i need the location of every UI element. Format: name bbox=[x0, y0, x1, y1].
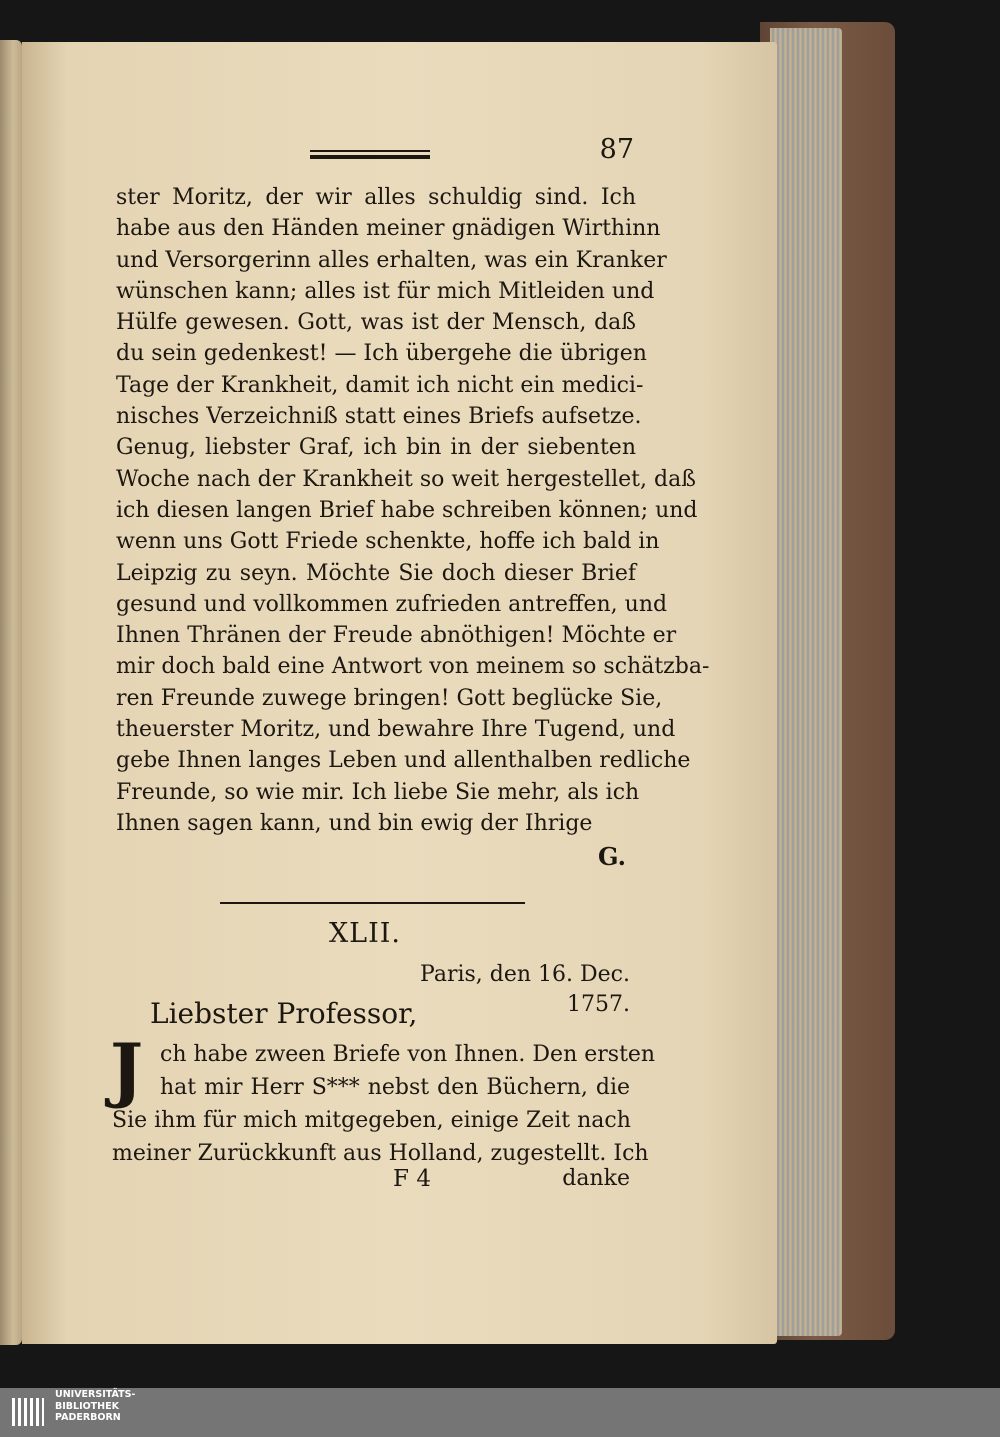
body-text bbox=[116, 182, 710, 839]
text-line: Sie ihm für mich mitgegeben, einige Zeit nach bbox=[112, 1108, 631, 1133]
library-footer bbox=[0, 1388, 1000, 1437]
library-name-line: UNIVERSITÄTS- bbox=[55, 1389, 136, 1400]
text-line: ster Moritz, der wir alles schuldig sind. Ich bbox=[116, 185, 636, 210]
page-number: 87 bbox=[599, 134, 634, 165]
text-line: Hülfe gewesen. Gott, was ist der Mensch, daß bbox=[116, 310, 636, 336]
text-line: habe aus den Händen meiner gnädigen Wirthinn bbox=[116, 216, 661, 242]
text-line: ren Freunde zuwege bringen! Gott beglücke Sie, bbox=[116, 685, 663, 711]
text-line: ich diesen langen Brief habe schreiben können; und bbox=[116, 497, 698, 523]
text-line: Woche nach der Krankheit so weit hergestellet, daß bbox=[116, 466, 696, 492]
text-line: und Versorgerinn alles erhalten, was ein Kranker bbox=[116, 247, 667, 273]
text-line: theuerster Moritz, und bewahre Ihre Tugend, und bbox=[116, 717, 676, 743]
left-page-edge bbox=[0, 40, 22, 1345]
letter-signature: G. bbox=[598, 842, 626, 871]
dateline: Paris, den 16. Dec. 1757. bbox=[420, 962, 630, 1017]
text-line: Leipzig zu seyn. Möchte Sie doch dieser Brief bbox=[116, 560, 636, 586]
text-line: hat mir Herr S*** nebst den Büchern, die bbox=[160, 1075, 630, 1100]
text-line: meiner Zurückkunft aus Holland, zugestellt. Ich bbox=[112, 1141, 649, 1166]
section-rule bbox=[220, 902, 525, 904]
text-line: Ihnen Thränen der Freude abnöthigen! Möchte er bbox=[116, 623, 677, 649]
text-line: Genug, liebster Graf, ich bin in der siebenten bbox=[116, 435, 636, 461]
section-number: XLII. bbox=[328, 918, 402, 949]
text-line: Ihnen sagen kann, und bin ewig der Ihrige bbox=[116, 810, 593, 836]
header-rule bbox=[310, 150, 430, 159]
text-line: nisches Verzeichniß statt eines Briefs aufsetze. bbox=[116, 404, 642, 430]
text-line: gebe Ihnen langes Leben und allenthalben redliche bbox=[116, 748, 691, 774]
library-name-line: BIBLIOTHEK bbox=[55, 1400, 119, 1412]
page-edges bbox=[770, 28, 842, 1336]
text-line: ch habe zween Briefe von Ihnen. Den ersten bbox=[160, 1042, 656, 1067]
letter-text bbox=[112, 1038, 656, 1170]
library-name bbox=[55, 1389, 255, 1424]
catchword: danke bbox=[562, 1166, 630, 1191]
drop-cap: J bbox=[110, 1028, 144, 1111]
text-line: wenn uns Gott Friede schenkte, hoffe ich bald in bbox=[116, 529, 660, 555]
text-line: wünschen kann; alles ist für mich Mitleiden und bbox=[116, 278, 655, 304]
text-line: Tage der Krankheit, damit ich nicht ein medici- bbox=[116, 372, 644, 398]
library-name-line: PADERBORN bbox=[55, 1412, 121, 1423]
salutation: Liebster Professor, bbox=[150, 997, 418, 1030]
text-line: mir doch bald eine Antwort von meinem so schätzba- bbox=[116, 654, 710, 680]
signature-mark: F 4 bbox=[393, 1166, 431, 1192]
text-line: gesund und vollkommen zufrieden antreffen, und bbox=[116, 591, 668, 617]
text-line: Freunde, so wie mir. Ich liebe Sie mehr, als ich bbox=[116, 779, 640, 805]
library-logo-icon bbox=[10, 1394, 46, 1430]
text-line: du sein gedenkest! — Ich übergehe die übrigen bbox=[116, 341, 647, 367]
